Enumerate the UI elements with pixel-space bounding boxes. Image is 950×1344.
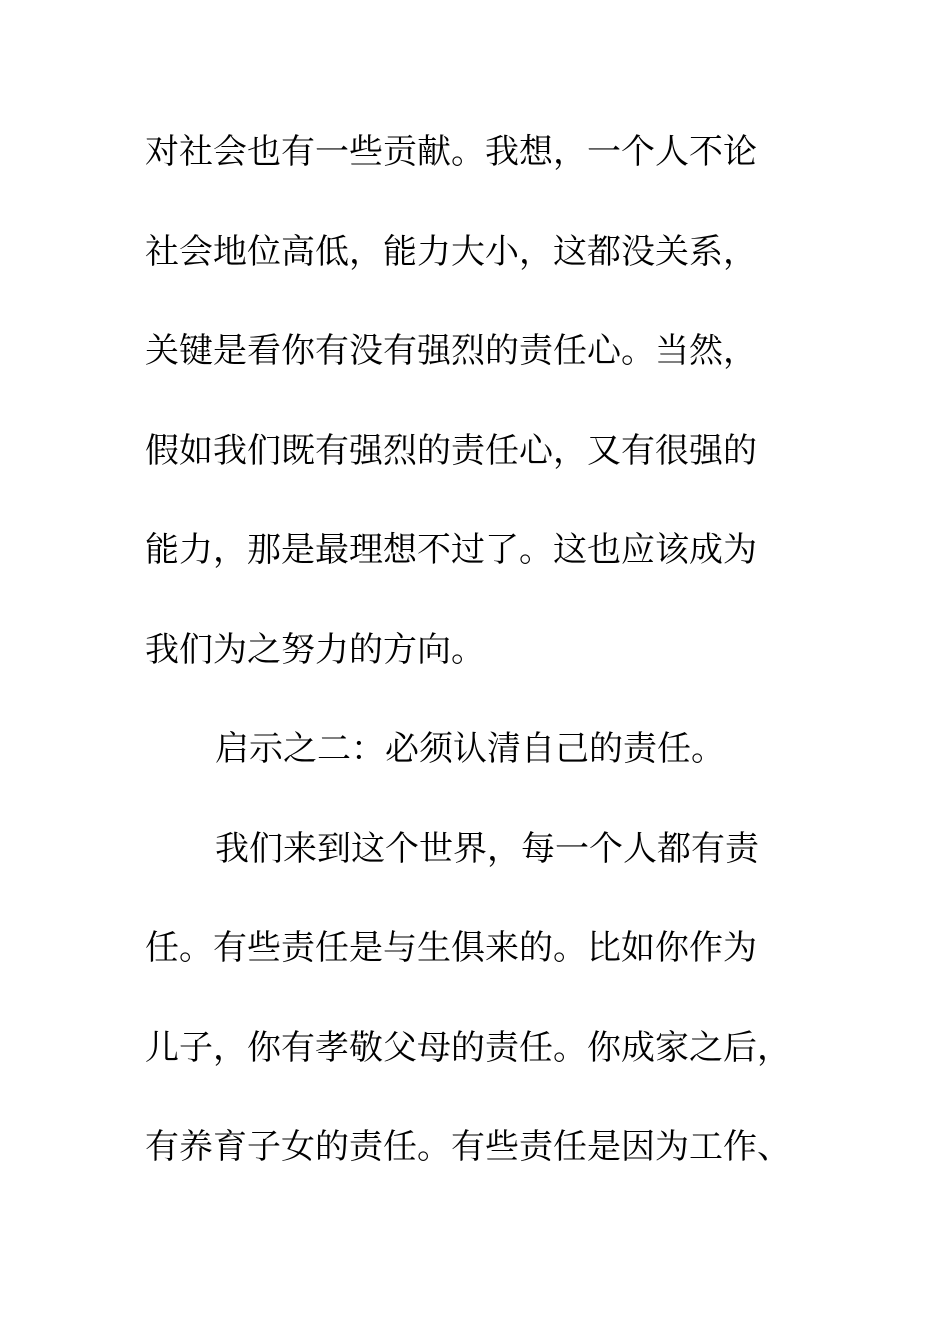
text-line-8: 我们来到这个世界，每一个人都有责 xyxy=(215,829,759,869)
text-line-10: 儿子，你有孝敬父母的责任。你成家之后， xyxy=(145,1028,791,1068)
text-line-3: 关键是看你有没有强烈的责任心。当然， xyxy=(145,331,757,371)
text-line-5: 能力，那是最理想不过了。这也应该成为 xyxy=(145,530,757,570)
section-heading: 启示之二：必须认清自己的责任。 xyxy=(215,729,725,769)
text-line-4: 假如我们既有强烈的责任心，又有很强的 xyxy=(145,431,757,471)
text-line-11: 有养育子女的责任。有些责任是因为工作、 xyxy=(145,1127,791,1167)
text-line-6: 我们为之努力的方向。 xyxy=(145,630,485,670)
text-line-2: 社会地位高低，能力大小，这都没关系， xyxy=(145,232,757,272)
text-line-1: 对社会也有一些贡献。我想，一个人不论 xyxy=(145,132,757,172)
text-line-9: 任。有些责任是与生俱来的。比如你作为 xyxy=(145,928,757,968)
